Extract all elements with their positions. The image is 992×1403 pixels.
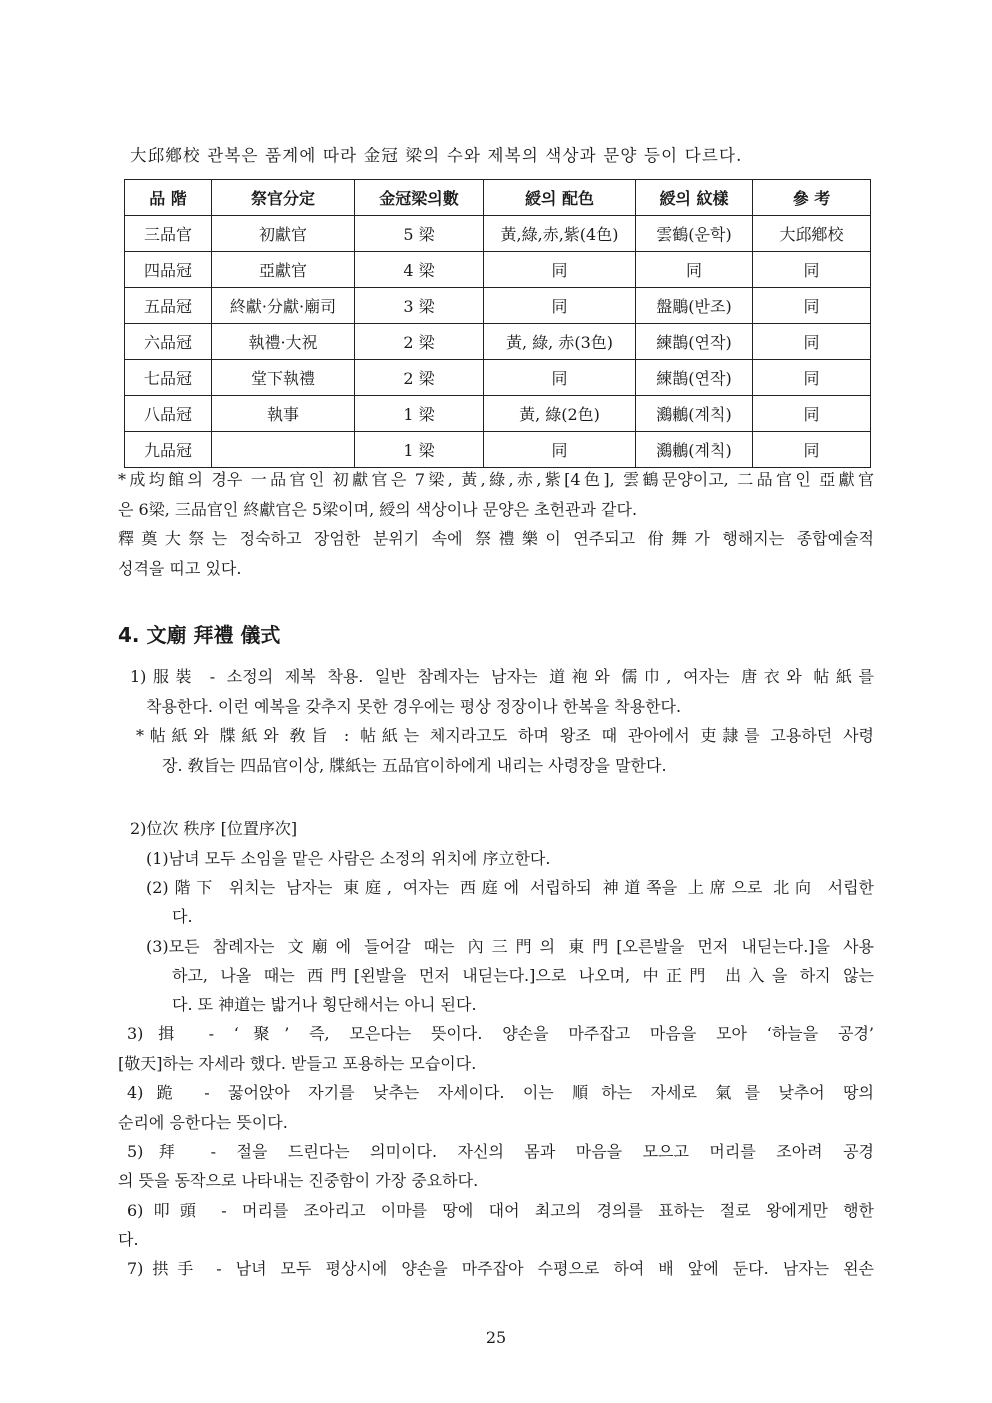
header-cell: 參 考 (753, 180, 871, 216)
table-cell: 終獻·分獻·廟司 (212, 288, 355, 324)
table-row (125, 216, 871, 252)
table-cell: 黃, 綠, 赤(3色) (484, 324, 636, 360)
table-cell: 同 (753, 252, 871, 288)
table-cell: 執禮·大祝 (212, 324, 355, 360)
table-cell: 亞獻官 (212, 252, 355, 288)
table-cell: 1 梁 (355, 432, 484, 468)
intro-text: 大邱鄕校 관복은 품계에 따라 金冠 梁의 수와 제복의 색상과 문양 등이 다르다. (130, 146, 743, 165)
list-item-line: (1)남녀 모두 소임을 맡은 사람은 소정의 위치에 序立한다. (146, 849, 551, 868)
table-cell: 4 梁 (355, 252, 484, 288)
table-cell: 鸂鶒(계칙) (636, 396, 753, 432)
list-item-line: 하고, 나올 때는 西門[왼발을 먼저 내딛는다.]으로 나오며, 中正門 出入을 하지 않는 (172, 966, 874, 985)
list-item-line: 6)叩頭 - 머리를 조아리고 이마를 땅에 대어 최고의 경의를 표하는 절로 왕에게만 행한 (127, 1201, 874, 1220)
list-item-line: 7)拱手 - 남녀 모두 평상시에 양손을 마주잡아 수평으로 하여 배 앞에 둔다. 남자는 왼손 (127, 1259, 874, 1278)
table-cell: 鸂鶒(계칙) (636, 432, 753, 468)
list-item-line: 다. 또 神道는 밟거나 횡단해서는 아니 된다. (172, 995, 477, 1014)
table-row (125, 432, 871, 468)
table-row (125, 396, 871, 432)
table-cell: 九品冠 (125, 432, 212, 468)
header-cell: 祭官分定 (212, 180, 355, 216)
table-cell: 黃,綠,赤,紫(4色) (484, 216, 636, 252)
list-item-line: 4)跪 - 꿇어앉아 자기를 낮추는 자세이다. 이는 順하는 자세로 氣를 낮추어 땅의 (127, 1083, 874, 1102)
table-header-row (125, 180, 871, 216)
table-row (125, 324, 871, 360)
list-item-line: 다. (172, 907, 193, 926)
official-robe-table (124, 179, 871, 468)
table-cell: 3 梁 (355, 288, 484, 324)
section-heading: 4. 文廟 拜禮 儀式 (118, 623, 281, 647)
page-number: 25 (485, 1328, 507, 1347)
table-cell: 同 (753, 360, 871, 396)
list-item-line: (3)모든 참례자는 文廟에 들어갈 때는 內三門의 東門[오른발을 먼저 내딛는다.]을 사용 (146, 937, 874, 956)
table-cell: 盤鵰(반조) (636, 288, 753, 324)
footnote-line: 은 6梁, 三品官인 終獻官은 5梁이며, 綬의 색상이나 문양은 초헌관과 같다. (118, 500, 638, 519)
table-cell: 同 (484, 360, 636, 396)
table-cell: 七品冠 (125, 360, 212, 396)
table-cell: 六品冠 (125, 324, 212, 360)
table-cell: 同 (753, 432, 871, 468)
table-cell: 同 (484, 288, 636, 324)
table-cell: 同 (484, 432, 636, 468)
list-item-line: 5)拜 - 절을 드린다는 의미이다. 자신의 몸과 마음을 모으고 머리를 조아려 공경 (127, 1142, 874, 1161)
list-item-line: 다. (118, 1230, 139, 1249)
list-item-line: (2)階下 위치는 남자는 東庭, 여자는 西庭에 서립하되 神道쪽을 上席으로 北向 서립한 (146, 878, 874, 897)
note-line: 장. 敎旨는 四品官이상, 牒紙는 五品官이하에게 내리는 사령장을 말한다. (162, 756, 667, 775)
table-cell: 同 (753, 288, 871, 324)
table-cell: 八品冠 (125, 396, 212, 432)
table-cell: 初獻官 (212, 216, 355, 252)
table-row (125, 288, 871, 324)
list-item-line: 2)位次 秩序 [位置序次] (130, 819, 298, 838)
paragraph-line: 釋奠大祭는 정숙하고 장엄한 분위기 속에 祭禮樂이 연주되고 佾舞가 행해지는 종합예술적 (118, 529, 874, 548)
header-cell: 綬의 紋樣 (636, 180, 753, 216)
note-line: *帖紙와 牒紙와 敎旨 : 帖紙는 체지라고도 하며 왕조 때 관아에서 吏隷를 고용하던 사령 (136, 726, 874, 745)
table-cell: 1 梁 (355, 396, 484, 432)
table-cell: 2 梁 (355, 324, 484, 360)
header-cell: 綬의 配色 (484, 180, 636, 216)
table-cell: 同 (753, 324, 871, 360)
footnote-line: *成均館의 경우 一品官인 初獻官은 7梁, 黃,綠,赤,紫[4色], 雲鶴문양이고, 二品官인 亞獻官 (118, 470, 874, 489)
table-cell: 大邱鄕校 (753, 216, 871, 252)
list-item-line: 순리에 응한다는 뜻이다. (118, 1113, 288, 1132)
table-cell: 同 (484, 252, 636, 288)
table-cell: 同 (753, 396, 871, 432)
list-item-line: 3)揖 - ‘聚’ 즉, 모은다는 뜻이다. 양손을 마주잡고 마음을 모아 ‘하늘을 공경’ (127, 1024, 874, 1043)
table-cell: 四品冠 (125, 252, 212, 288)
table-cell: 黃, 綠(2色) (484, 396, 636, 432)
table-row (125, 252, 871, 288)
table-cell: 堂下執禮 (212, 360, 355, 396)
header-cell: 品 階 (125, 180, 212, 216)
list-item-line: 1)服裝 - 소정의 제복 착용. 일반 참례자는 남자는 道袍와 儒巾, 여자는 唐衣와 帖紙를 (130, 667, 874, 686)
list-item-line: [敬天]하는 자세라 했다. 받들고 포용하는 모습이다. (118, 1054, 477, 1073)
header-cell: 金冠梁의數 (355, 180, 484, 216)
table-cell: 練鵲(연작) (636, 324, 753, 360)
table-cell: 雲鶴(운학) (636, 216, 753, 252)
table-cell: 五品冠 (125, 288, 212, 324)
table-row (125, 360, 871, 396)
table-cell: 練鵲(연작) (636, 360, 753, 396)
table-cell (212, 432, 355, 468)
table-cell: 2 梁 (355, 360, 484, 396)
table-cell: 同 (636, 252, 753, 288)
paragraph-line: 성격을 띠고 있다. (118, 559, 242, 578)
list-item-line: 착용한다. 이런 예복을 갖추지 못한 경우에는 평상 정장이나 한복을 착용한다. (146, 697, 682, 716)
table-cell: 三品官 (125, 216, 212, 252)
list-item-line: 의 뜻을 동작으로 나타내는 진중함이 가장 중요하다. (118, 1171, 479, 1190)
table-cell: 執事 (212, 396, 355, 432)
table-cell: 5 梁 (355, 216, 484, 252)
